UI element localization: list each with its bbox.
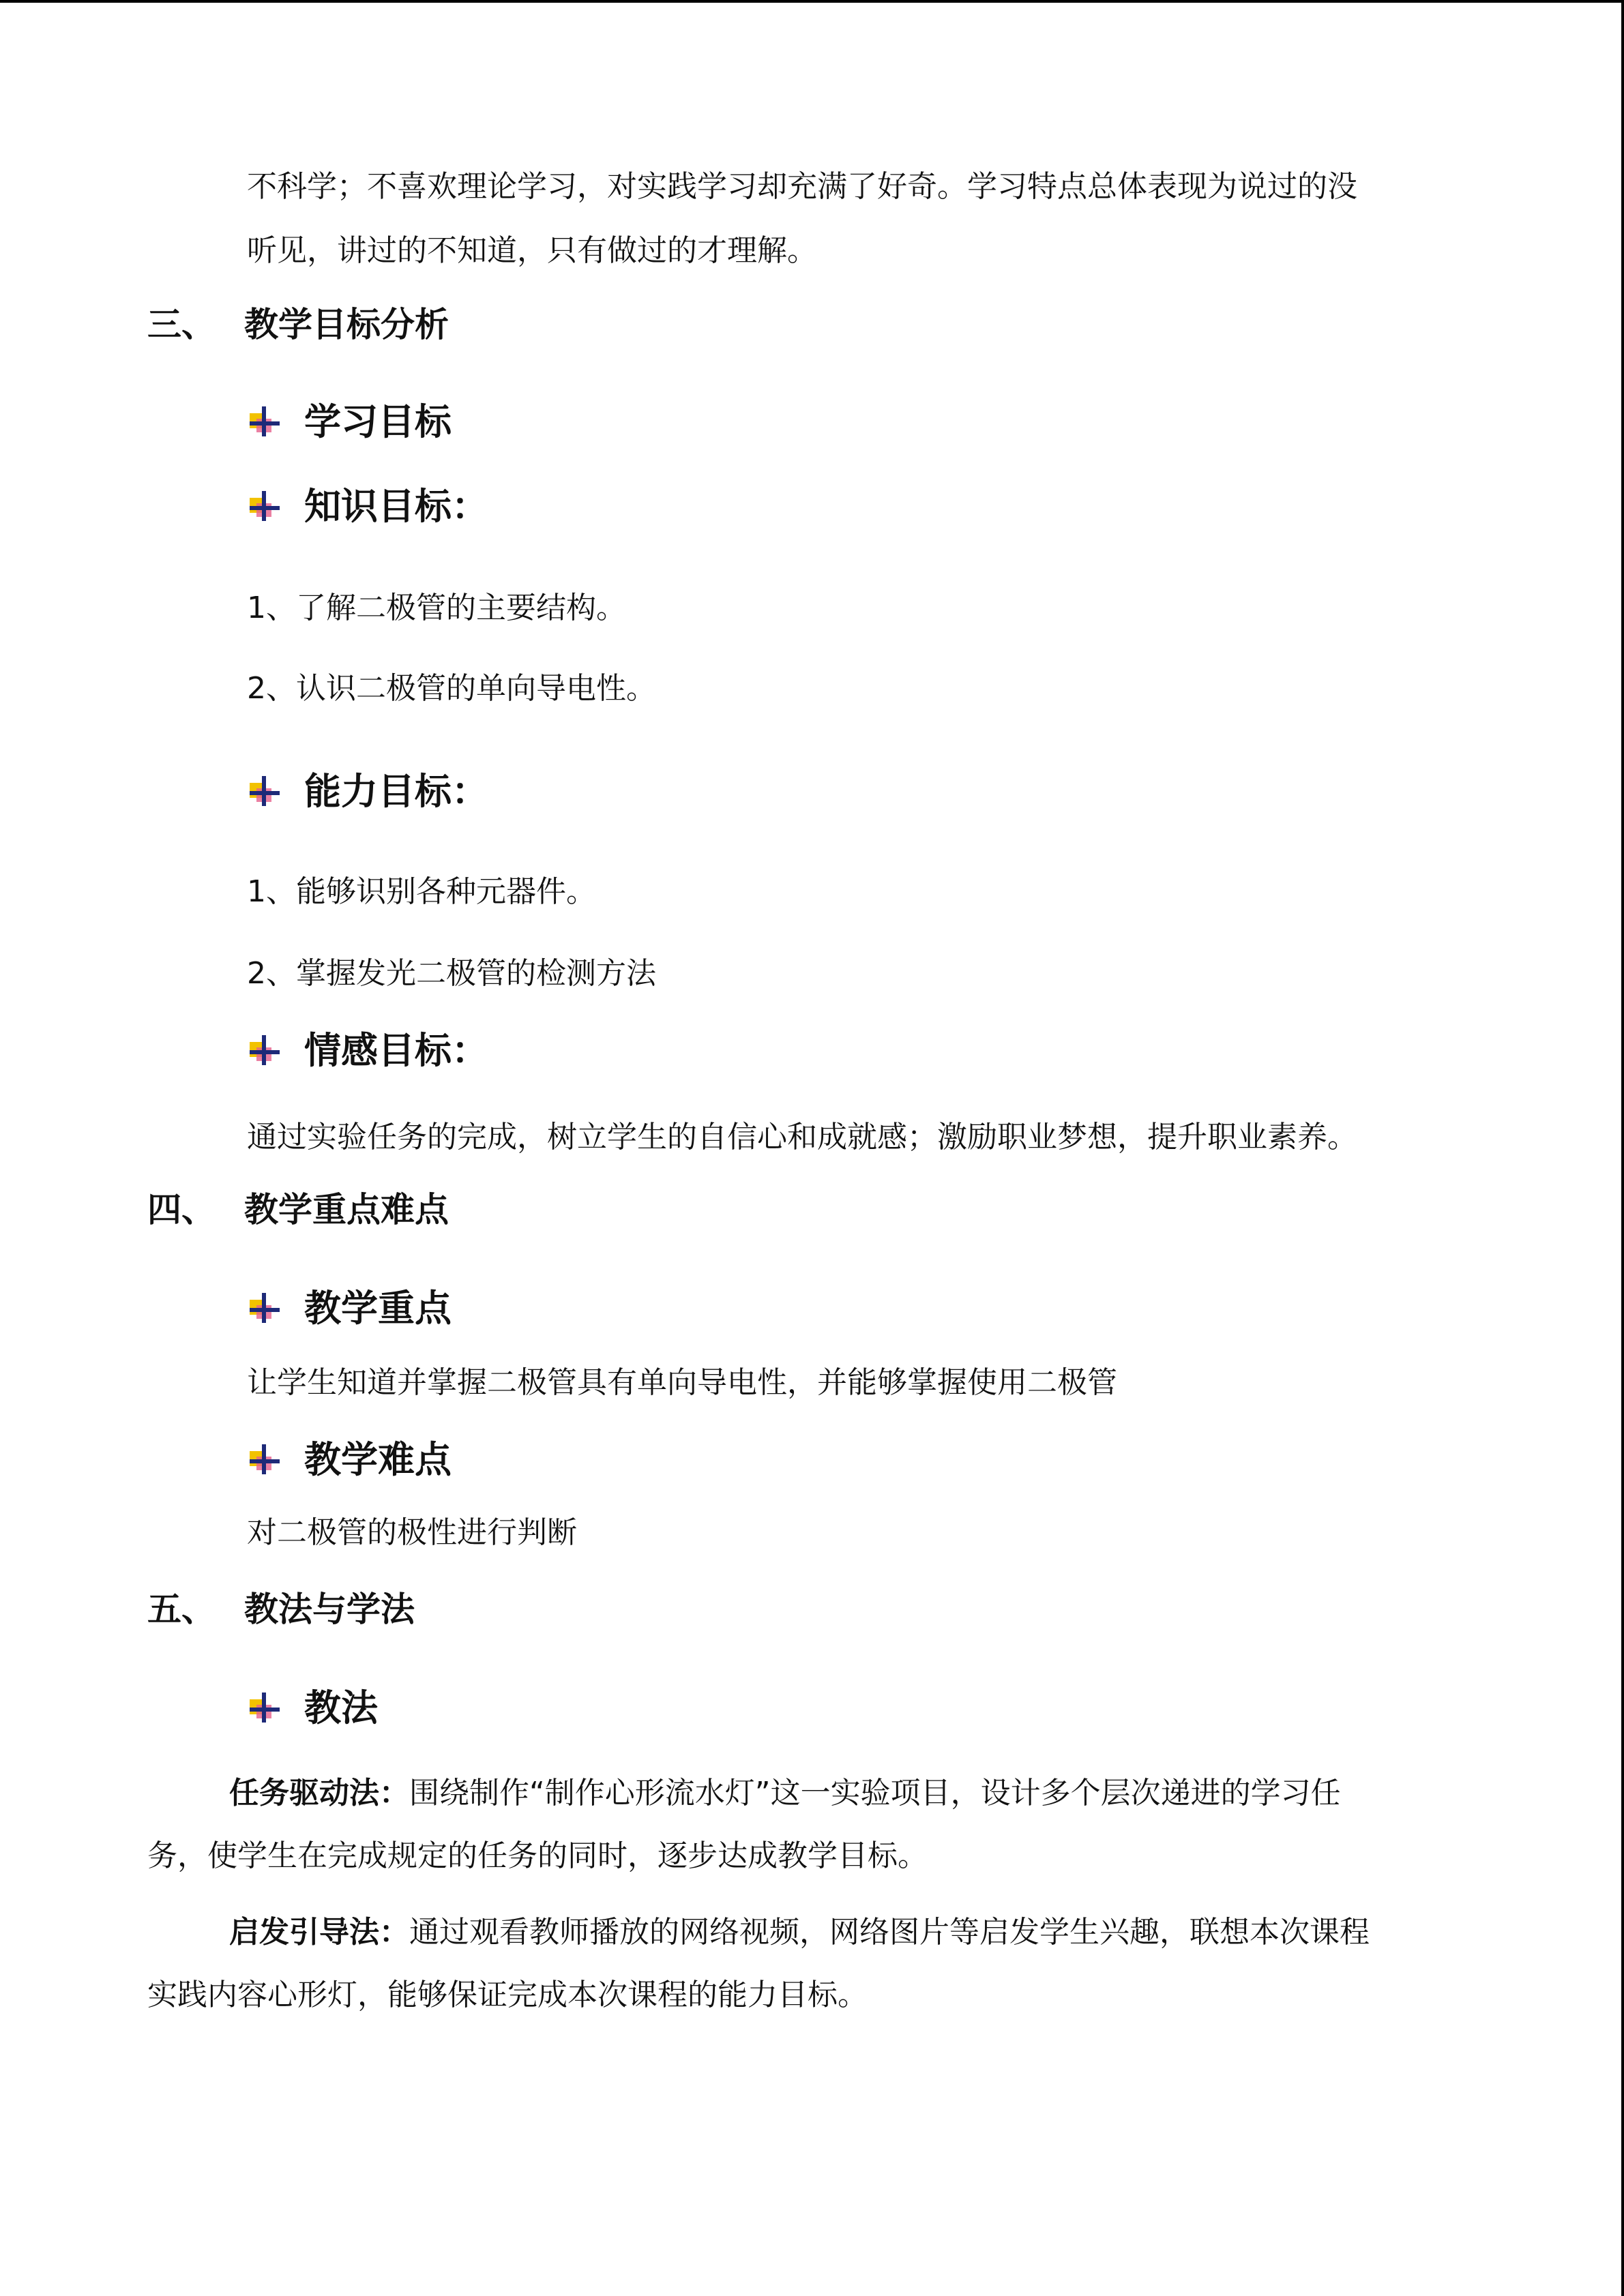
bullet-icon [247,1690,282,1725]
teaching-method-title: 教法 [304,1686,378,1729]
section-5-title: 教法与学法 [244,1589,415,1629]
page-border-top [0,0,1624,3]
ability-item-1: 1、能够识别各种元器件。 [247,874,596,909]
difficulty-title: 教学难点 [304,1437,452,1481]
emotion-text: 通过实验任务的完成，树立学生的自信心和成就感；激励职业梦想，提升职业素养。 [247,1120,1357,1154]
task-driven-line-1 [229,1774,1341,1813]
emotion-goals-heading [247,1028,488,1072]
key-point-title: 教学重点 [304,1286,452,1330]
bullet-icon [247,488,282,524]
knowledge-goals-title: 知识目标： [304,484,488,528]
key-point-heading [247,1286,452,1330]
knowledge-item-1: 1、了解二极管的主要结构。 [247,591,626,625]
bullet-icon [247,1442,282,1477]
guided-line-1 [229,1913,1370,1952]
task-driven-lead: 任务驱动法： [229,1776,409,1810]
emotion-goals-title: 情感目标： [304,1028,488,1072]
guided-line-2: 实践内容心形灯，能够保证完成本次课程的能力目标。 [147,1978,868,2012]
difficulty-text: 对二极管的极性进行判断 [247,1515,577,1550]
learning-goals-title: 学习目标 [304,400,452,443]
task-driven-line-2: 务，使学生在完成规定的任务的同时，逐步达成教学目标。 [147,1838,928,1873]
learning-goals-heading [247,400,452,443]
intro-line-2: 听见，讲过的不知道，只有做过的才理解。 [247,233,817,268]
difficulty-heading [247,1437,452,1481]
section-3-heading [147,304,449,345]
ability-goals-title: 能力目标： [304,769,488,813]
knowledge-item-2: 2、认识二极管的单向导电性。 [247,671,656,706]
bullet-icon [247,1290,282,1326]
key-point-text: 让学生知道并掌握二极管具有单向导电性，并能够掌握使用二极管 [247,1365,1117,1400]
section-5-number: 五、 [147,1589,216,1629]
section-4-title: 教学重点难点 [244,1189,449,1229]
bullet-icon [247,1032,282,1068]
teaching-method-heading [247,1686,378,1729]
intro-line-1: 不科学；不喜欢理论学习，对实践学习却充满了好奇。学习特点总体表现为说过的没 [247,169,1357,204]
section-4-number: 四、 [147,1189,216,1229]
ability-item-2: 2、掌握发光二极管的检测方法 [247,956,656,991]
section-3-title: 教学目标分析 [244,304,449,344]
guided-lead: 启发引导法： [229,1915,409,1950]
section-5-heading [147,1589,415,1630]
section-3-number: 三、 [147,304,216,344]
section-4-heading [147,1189,449,1230]
bullet-icon [247,773,282,809]
page-border-right [1621,0,1624,2296]
guided-text-1: 通过观看教师播放的网络视频，网络图片等启发学生兴趣，联想本次课程 [409,1915,1370,1950]
knowledge-goals-heading [247,484,488,528]
bullet-icon [247,404,282,439]
task-driven-text-1: 围绕制作“制作心形流水灯”这一实验项目，设计多个层次递进的学习任 [409,1776,1341,1810]
ability-goals-heading [247,769,488,813]
